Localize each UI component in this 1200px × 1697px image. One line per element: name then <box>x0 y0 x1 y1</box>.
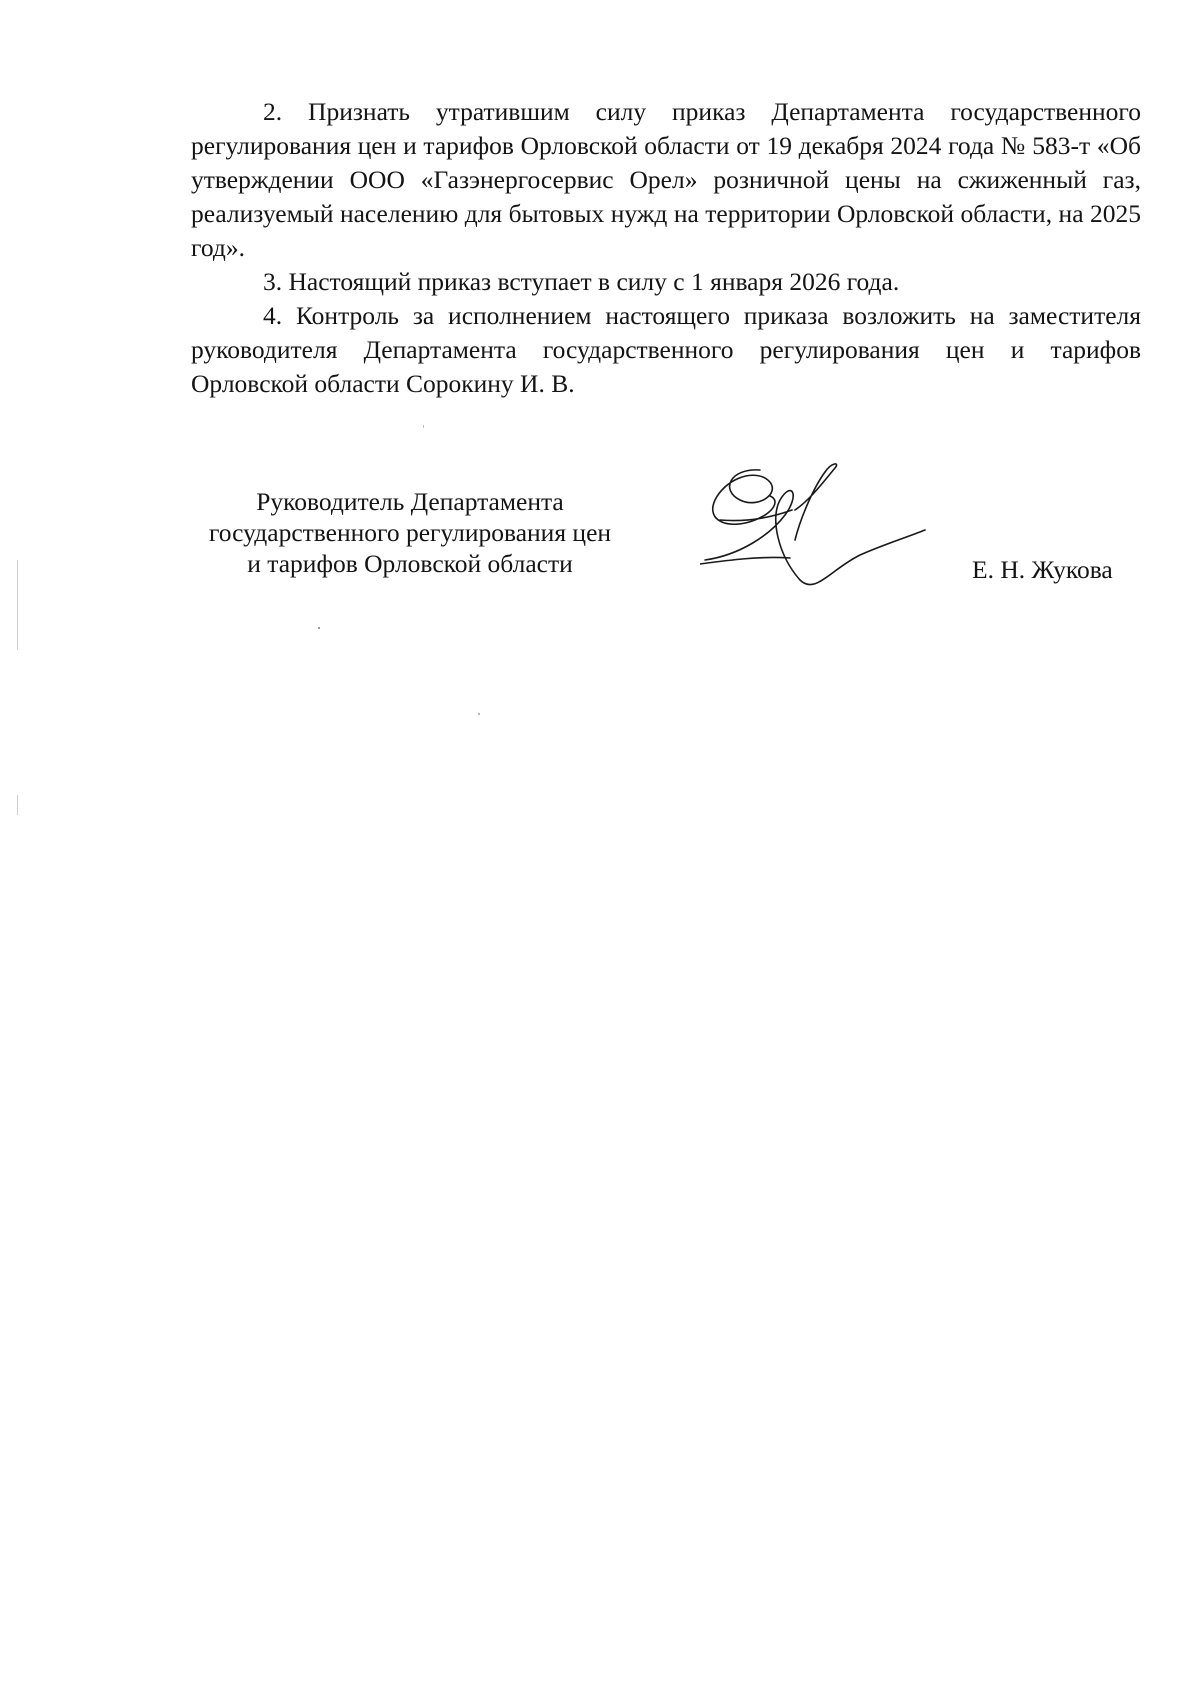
paragraph-2: 2. Признать утратившим силу приказ Департамента государственного регулирования цен и тарифов Орловской области от 19 декабря 2024 года № 583-т «Об утверждении ООО «Газэнергосервис Орел» розничной цены на сжиженный газ, реализуемый населению для бытовых нужд на территории Орловской области, на 2025 год». <box>191 97 1141 262</box>
scan-edge-mark <box>17 560 18 650</box>
scan-speck <box>318 627 320 629</box>
signatory-name: Е. Н. Жукова <box>972 555 1113 584</box>
signatory-title-line: и тарифов Орловской области <box>247 549 573 578</box>
document-body <box>191 95 1141 401</box>
signatory-title-line: Руководитель Департамента <box>256 487 564 516</box>
scan-edge-mark <box>17 795 18 815</box>
scan-speck <box>478 713 480 715</box>
signatory-title <box>170 486 650 579</box>
signatory-title-line: государственного регулирования цен <box>208 518 612 547</box>
scan-speck <box>423 425 424 428</box>
paragraph-4: 4. Контроль за исполнением настоящего приказа возложить на заместителя руководителя Департамента государственного регулирования цен и тарифов Орловской области Сорокину И. В. <box>191 301 1141 398</box>
handwritten-signature <box>700 460 970 610</box>
paragraph-3: 3. Настоящий приказ вступает в силу с 1 января 2026 года. <box>263 267 900 296</box>
